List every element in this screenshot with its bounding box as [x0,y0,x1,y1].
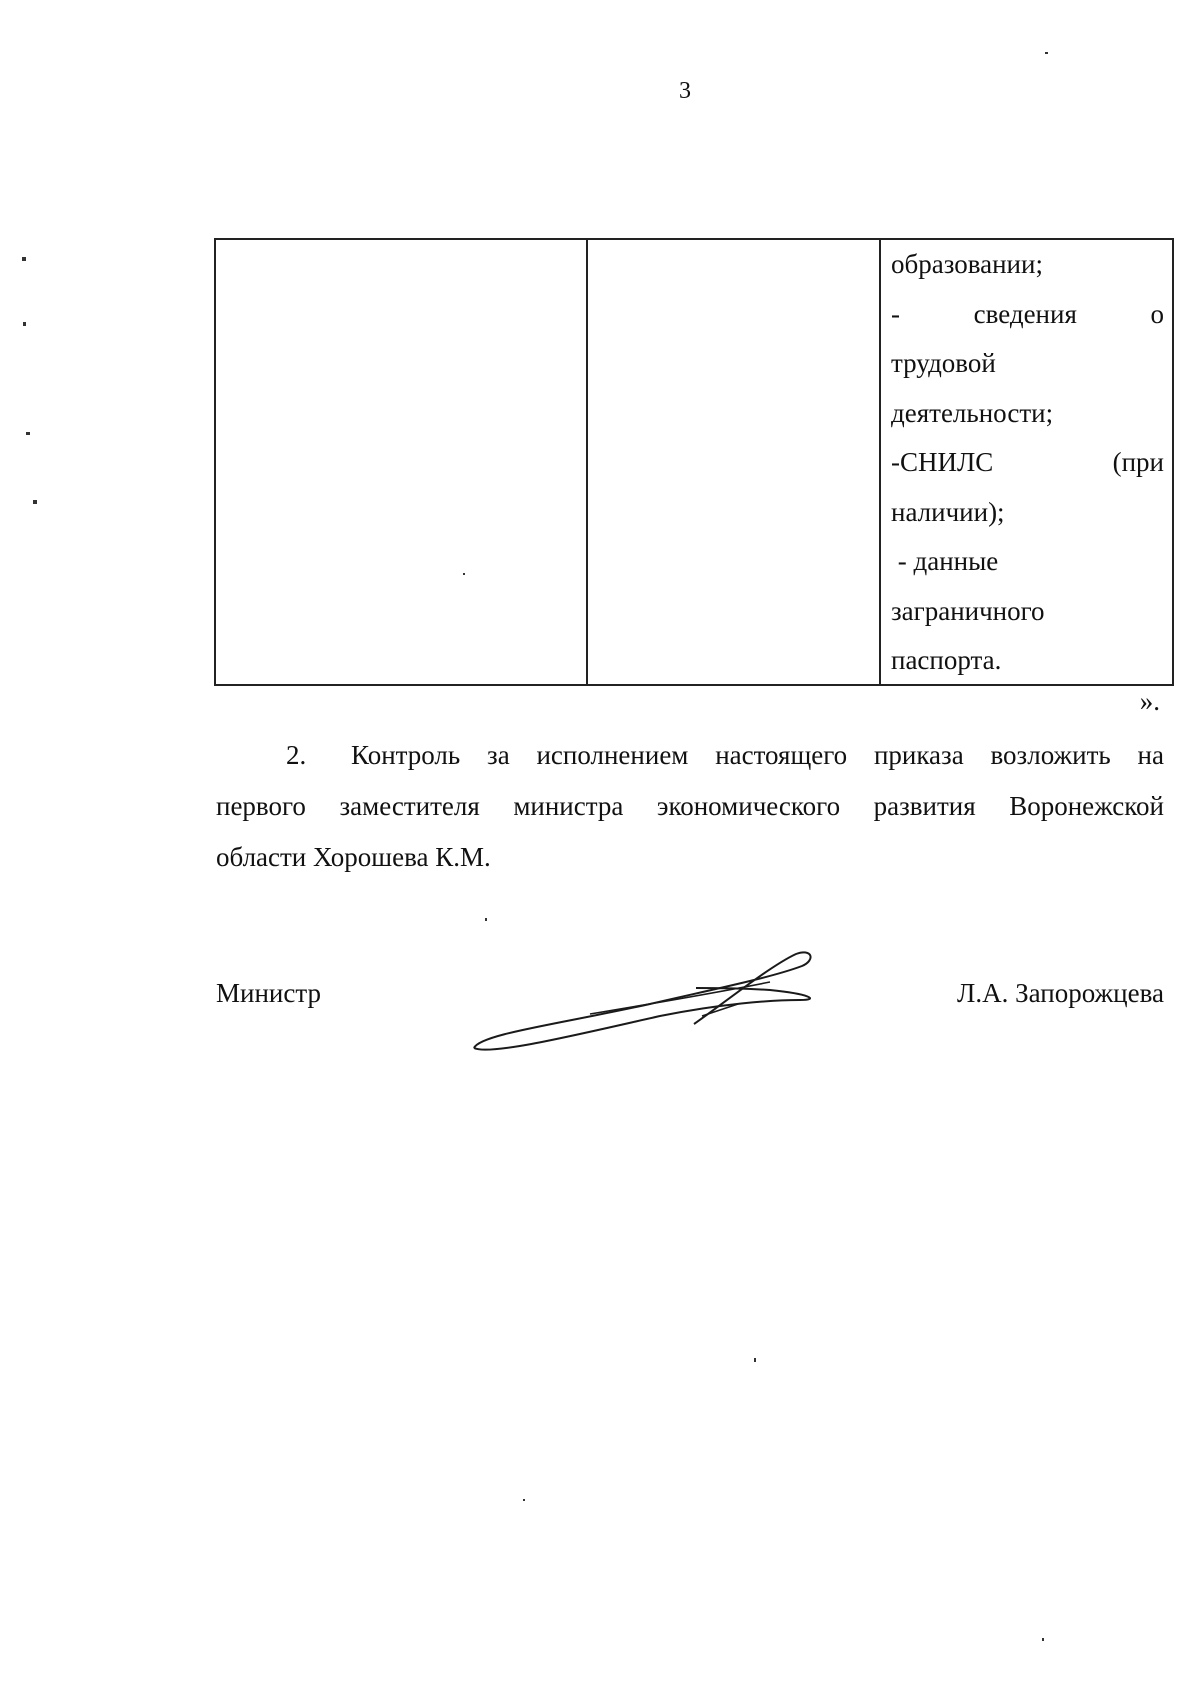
scan-speck [463,573,465,575]
table-cell-3 [881,240,1172,686]
paragraph-word: Контроль [351,740,461,770]
page-number: 3 [679,78,691,104]
closing-quote: ». [1139,686,1160,716]
paragraph-word: приказа [873,740,964,770]
paragraph-word: возложить [990,740,1111,770]
scan-speck [22,257,26,261]
paragraph-line: области Хорошева К.М. [216,842,491,872]
scan-speck [1042,1638,1044,1641]
table-cell-2 [588,240,881,686]
paragraph-word: развития [873,791,976,821]
paragraph-line [216,730,1164,781]
scan-speck [33,500,37,504]
table-text-line: образовании; [891,249,1043,279]
paragraph-word: министра [513,791,624,821]
table-text-word: -СНИЛС [891,447,994,477]
table-text-line: - данные [891,546,999,576]
paragraph-word: заместителя [339,791,480,821]
table-text-line [891,290,1164,340]
table-text-word: (при [1112,447,1164,477]
table [214,238,1174,686]
scan-speck [23,322,26,326]
table-text-word: о [1150,298,1164,329]
signer-name: Л.А. Запорожцева [957,978,1164,1008]
table-cell-1 [216,240,588,686]
table-text-line: деятельности; [891,397,1054,428]
paragraph-word: первого [216,791,306,821]
table-text-line [891,438,1164,488]
paragraph-word: на [1137,740,1164,770]
table-text-word: сведения [973,298,1077,329]
scan-speck [26,432,30,435]
table-text-word: - [891,298,900,329]
paragraph-word: настоящего [715,740,848,770]
scan-speck [523,1499,525,1501]
paragraph-word: исполнением [536,740,689,770]
table-text-line: наличии); [891,496,1005,527]
scan-speck [485,918,487,921]
scan-speck [754,1358,756,1362]
paragraph-line [216,781,1164,832]
paragraph-word: экономического [656,791,841,821]
paragraph-word: Воронежской [1009,791,1164,821]
table-text-line: заграничного [891,595,1045,626]
table-text-line: трудовой [891,348,996,378]
handwritten-signature [470,944,815,1064]
paragraph-word: за [487,740,510,770]
paragraph-2 [216,730,1164,883]
paragraph-number: 2. [286,740,307,770]
table-text-line: паспорта. [891,645,1002,675]
signer-title: Министр [216,978,321,1008]
scan-speck [1045,52,1048,54]
